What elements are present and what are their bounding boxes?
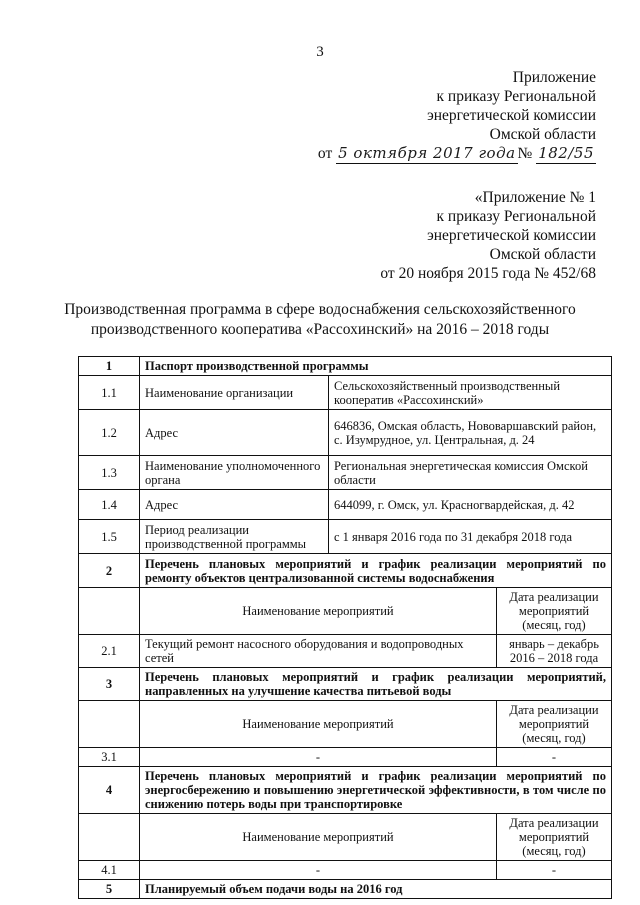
- row-value: 644099, г. Омск, ул. Красногвардейская, д. 42: [329, 490, 612, 520]
- document-title: [40, 300, 600, 340]
- column-header-row: [79, 588, 612, 635]
- table-row: [79, 861, 612, 880]
- appendix-line: «Приложение № 1: [474, 189, 596, 206]
- row-number: 4.1: [79, 861, 140, 880]
- row-number: 1.1: [79, 376, 140, 410]
- row-number: 2: [79, 554, 140, 588]
- appendix-line: Омской области: [489, 246, 596, 263]
- row-name: Текущий ремонт насосного оборудования и водопроводных сетей: [140, 635, 497, 668]
- header-date: Дата реализации мероприятий (месяц, год): [497, 701, 612, 748]
- row-number: 1.3: [79, 456, 140, 490]
- row-number: 1.5: [79, 520, 140, 554]
- handwritten-date: 5 октября 2017 года: [338, 144, 516, 162]
- row-number: 4: [79, 767, 140, 814]
- header-name: Наименование мероприятий: [140, 588, 497, 635]
- column-header-row: [79, 814, 612, 861]
- row-number: 2.1: [79, 635, 140, 668]
- appendix-line: к приказу Региональной: [436, 208, 596, 225]
- table-row: [79, 456, 612, 490]
- section-title: Перечень плановых мероприятий и график реализации мероприятий по энергосбережению и повышению энергетической эффективности, в том числе по снижению потерь воды при транспортировке: [140, 767, 612, 814]
- row-label: Адрес: [140, 490, 329, 520]
- appendix-line: Приложение: [512, 69, 596, 86]
- table-row: [79, 520, 612, 554]
- row-value: Сельскохозяйственный производственный кооператив «Рассохинский»: [329, 376, 612, 410]
- appendix-line: Омской области: [489, 126, 596, 143]
- order-date-line: [318, 144, 596, 164]
- handwritten-number: 182/55: [538, 144, 594, 162]
- section-row: [79, 554, 612, 588]
- section-row: [79, 357, 612, 376]
- section-row: [79, 668, 612, 701]
- row-number: 1.4: [79, 490, 140, 520]
- table-row: [79, 376, 612, 410]
- from-prefix: от: [317, 145, 333, 162]
- empty-cell: [79, 701, 140, 748]
- table-row: [79, 748, 612, 767]
- row-value: 646836, Омская область, Нововаршавский район, с. Изумрудное, ул. Центральная, д. 24: [329, 410, 612, 456]
- row-date: январь – декабрь 2016 – 2018 года: [497, 635, 612, 668]
- row-date: -: [497, 861, 612, 880]
- appendix-line: энергетической комиссии: [427, 107, 596, 124]
- page-number: 3: [316, 44, 324, 60]
- empty-cell: [79, 588, 140, 635]
- row-label: Период реализации производственной программы: [140, 520, 329, 554]
- appendix-1-header: [380, 188, 596, 283]
- appendix-line: энергетической комиссии: [427, 227, 596, 244]
- appendix-line: от 20 ноября 2015 года № 452/68: [380, 265, 596, 282]
- table-row: [79, 635, 612, 668]
- row-number: 3.1: [79, 748, 140, 767]
- column-header-row: [79, 701, 612, 748]
- section-title: Планируемый объем подачи воды на 2016 год: [140, 880, 612, 899]
- section-row: [79, 767, 612, 814]
- header-date: Дата реализации мероприятий (месяц, год): [497, 814, 612, 861]
- appendix-line: к приказу Региональной: [436, 88, 596, 105]
- section-title: Паспорт производственной программы: [140, 357, 612, 376]
- row-label: Наименование организации: [140, 376, 329, 410]
- row-value: с 1 января 2016 года по 31 декабря 2018 года: [329, 520, 612, 554]
- table-row: [79, 490, 612, 520]
- section-row: [79, 880, 612, 899]
- appendix-header: [318, 68, 596, 164]
- header-date: Дата реализации мероприятий (месяц, год): [497, 588, 612, 635]
- header-name: Наименование мероприятий: [140, 701, 497, 748]
- section-title: Перечень плановых мероприятий и график реализации мероприятий, направленных на улучшение качества питьевой воды: [140, 668, 612, 701]
- row-name: -: [140, 748, 497, 767]
- section-title: Перечень плановых мероприятий и график реализации мероприятий по ремонту объектов централизованной системы водоснабжения: [140, 554, 612, 588]
- row-number: 3: [79, 668, 140, 701]
- program-table: [78, 356, 612, 899]
- row-number: 1: [79, 357, 140, 376]
- row-name: -: [140, 861, 497, 880]
- header-name: Наименование мероприятий: [140, 814, 497, 861]
- empty-cell: [79, 814, 140, 861]
- table-row: [79, 410, 612, 456]
- title-line: Производственная программа в сфере водоснабжения сельскохозяйственного: [64, 301, 576, 318]
- row-label: Адрес: [140, 410, 329, 456]
- title-line: производственного кооператива «Рассохинский» на 2016 – 2018 годы: [90, 321, 550, 338]
- row-number: 5: [79, 880, 140, 899]
- number-prefix: №: [517, 145, 533, 162]
- row-number: 1.2: [79, 410, 140, 456]
- row-label: Наименование уполномоченного органа: [140, 456, 329, 490]
- row-value: Региональная энергетическая комиссия Омской области: [329, 456, 612, 490]
- row-date: -: [497, 748, 612, 767]
